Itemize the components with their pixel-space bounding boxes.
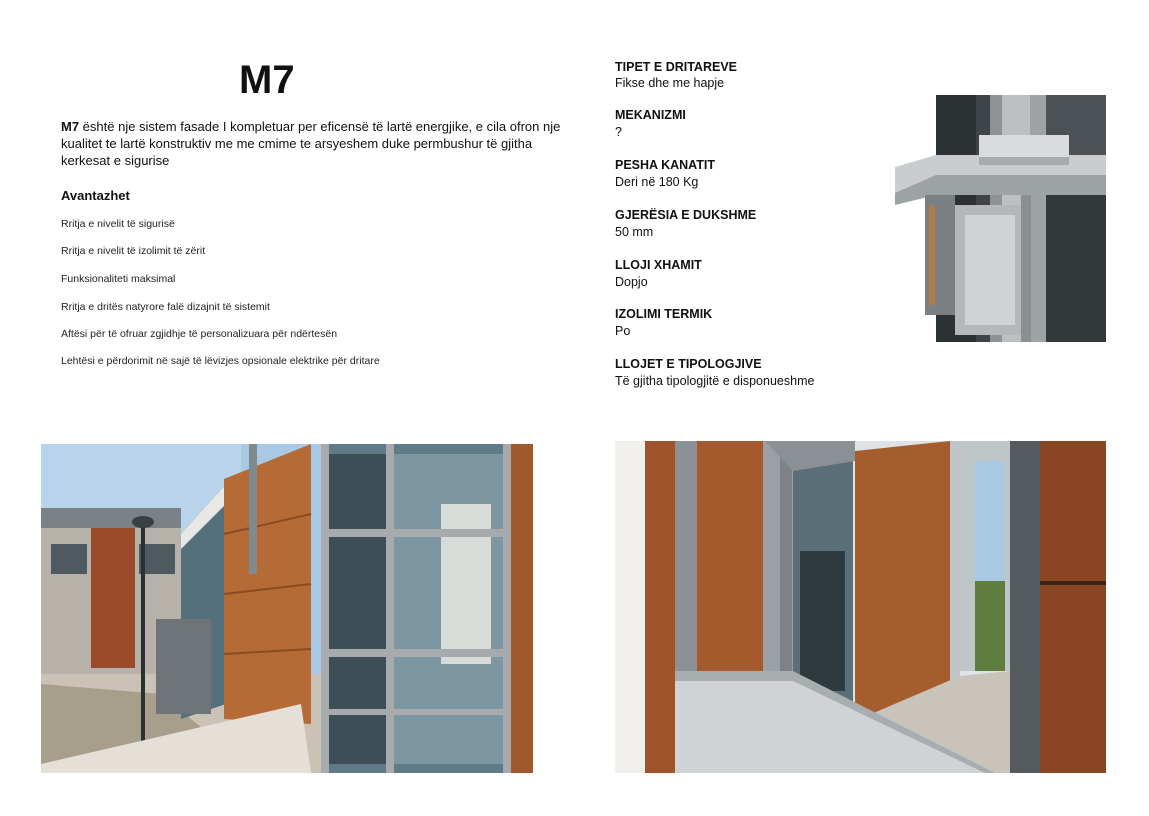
spec-label-visible-width: GJERËSIA E DUKSHME [615, 208, 757, 222]
advantage-item: Lehtësi e përdorimit në sajë të lëvizjes opsionale elektrike për dritare [61, 355, 380, 367]
page-title: M7 [239, 58, 295, 102]
spec-value-window-types: Fikse dhe me hapje [615, 76, 725, 90]
profile-section-image [895, 95, 1106, 342]
building-exterior-photo [41, 444, 533, 773]
intro-paragraph [61, 118, 566, 169]
spec-value-typologies: Të gjitha tipologjitë e disponueshme [615, 374, 815, 388]
advantage-item: Funksionaliteti maksimal [61, 273, 176, 285]
advantages-heading: Avantazhet [61, 188, 130, 203]
advantage-item: Rritja e nivelit të sigurisë [61, 218, 175, 230]
spec-value-glass-type: Dopjo [615, 275, 648, 289]
spec-label-glass-type: LLOJI XHAMIT [615, 258, 702, 272]
spec-label-window-types: TIPET E DRITAREVE [615, 60, 738, 74]
spec-label-typologies: LLOJET E TIPOLOGJIVE [615, 357, 762, 371]
spec-value-sash-weight: Deri në 180 Kg [615, 175, 699, 189]
facade-interior-photo [615, 441, 1106, 773]
spec-label-mechanism: MEKANIZMI [615, 108, 686, 122]
spec-label-thermal-insulation: IZOLIMI TERMIK [615, 307, 713, 321]
advantage-item: Aftësi për të ofruar zgjidhje të personalizuara për ndërtesën [61, 328, 338, 340]
spec-value-visible-width: 50 mm [615, 225, 654, 239]
spec-label-sash-weight: PESHA KANATIT [615, 158, 715, 172]
advantage-item: Rritja e dritës natyrore falë dizajnit të sistemit [61, 301, 270, 313]
intro-lead: M7 [61, 119, 80, 134]
spec-value-mechanism: ? [615, 125, 622, 139]
spec-value-thermal-insulation: Po [615, 324, 631, 338]
advantage-item: Rritja e nivelit të izolimit të zërit [61, 245, 206, 257]
intro-text: është nje sistem fasade I kompletuar per eficensë të lartë energjike, e cila ofron nje kualitet te lartë konstruktiv me me cmime te arsyeshem duke permbushur të gjitha kerkesat e sigurise [61, 119, 561, 168]
